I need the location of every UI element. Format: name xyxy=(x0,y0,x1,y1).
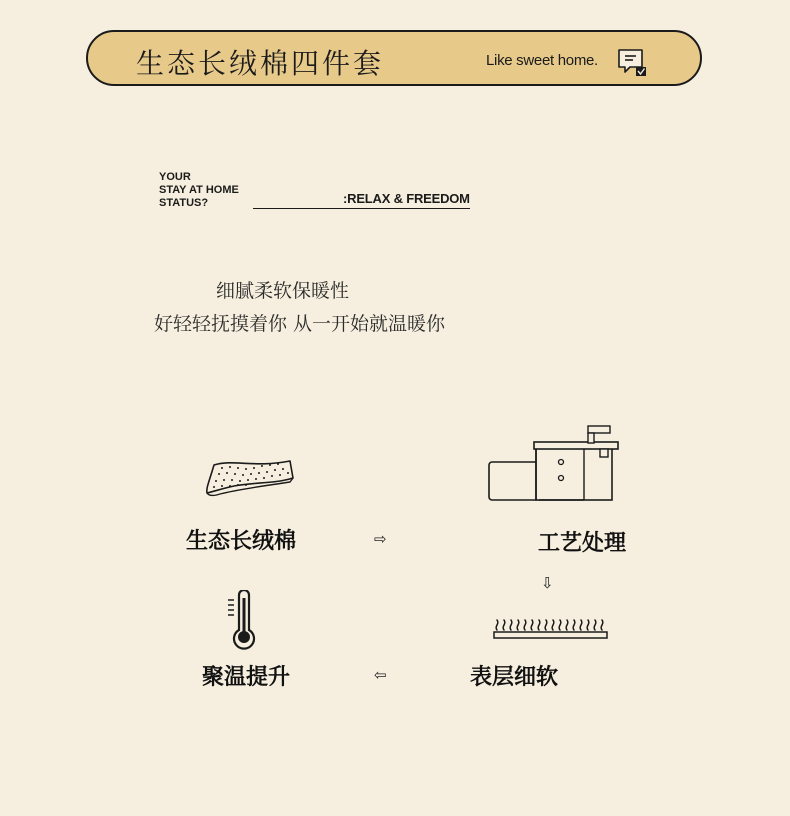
arrow-down-icon: ⇩ xyxy=(541,574,554,592)
status-underline xyxy=(253,208,470,209)
arrow-left-icon: ⇦ xyxy=(374,666,387,684)
step-soft-label: 表层细软 xyxy=(470,665,559,690)
status-question xyxy=(159,171,239,210)
title-banner xyxy=(86,30,702,86)
machine-icon xyxy=(486,424,622,508)
step-warmth-label: 聚温提升 xyxy=(202,665,291,690)
arrow-right-icon: ⇨ xyxy=(374,530,387,548)
description-line-1: 细腻柔软保暖性 xyxy=(216,280,350,302)
step-process-label: 工艺处理 xyxy=(538,531,627,556)
banner-title: 生态长绒棉四件套 xyxy=(136,47,385,80)
status-line-3: STATUS? xyxy=(159,197,209,209)
soft-fiber-icon xyxy=(492,616,610,646)
status-line-1: YOUR xyxy=(159,171,191,183)
message-check-icon xyxy=(616,47,650,81)
status-line-2: STAY AT HOME xyxy=(159,184,239,196)
step-cotton-label: 生态长绒棉 xyxy=(186,529,297,554)
cotton-sponge-icon xyxy=(204,458,296,502)
thermometer-icon xyxy=(224,590,264,654)
banner-tagline: Like sweet home. xyxy=(486,52,598,69)
status-answer: :RELAX & FREEDOM xyxy=(343,191,470,206)
description-line-2: 好轻轻抚摸着你 从一开始就温暖你 xyxy=(154,313,446,335)
